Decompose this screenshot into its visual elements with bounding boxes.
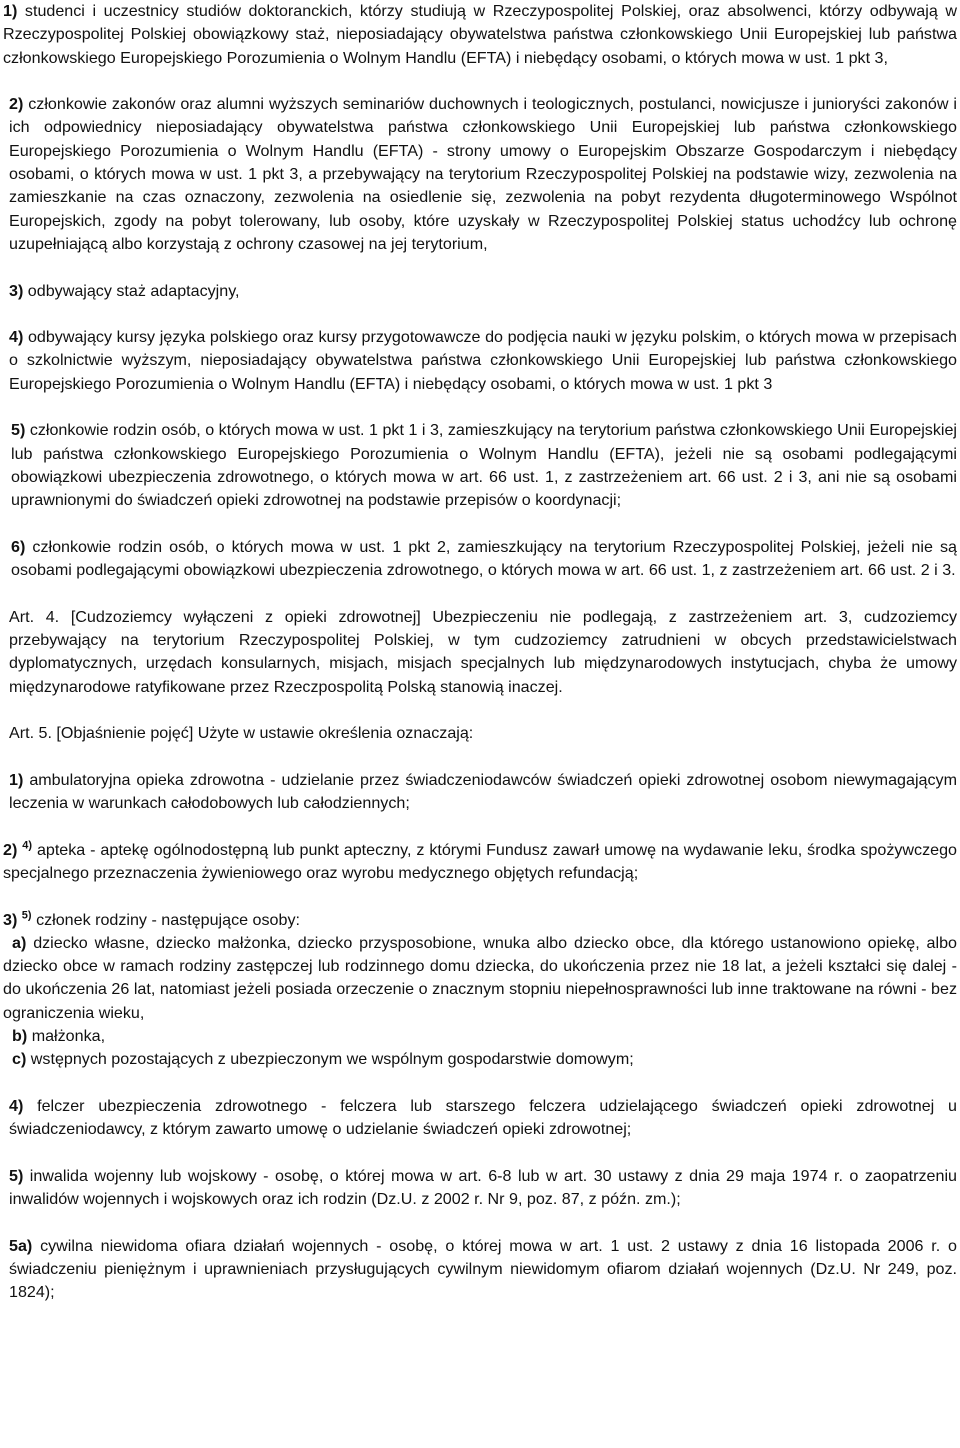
sub-item-text: małżonka, [31,1027,106,1046]
sub-item-letter: b) [12,1027,28,1046]
sub-item [3,934,957,1022]
item-text: studenci i uczestnicy studiów doktoranckich, którzy studiują w Rzeczypospolitej Polskiej, oraz absolwenci, którzy odbywają w Rzeczypospolitej Polskiej obowiązkowy staż, nieposiadający obywatelstwa państwa członkowskiego Unii Europejskiej lub państwa członkowskiego Europejskiego Porozumienia o Wolnym Handlu (EFTA) i niebędący osobami, o których mowa w ust. 1 pkt 3, [3,2,957,67]
item-number: 2) [9,95,24,114]
footnote-ref: 4) [22,839,33,852]
list-item [3,93,957,256]
definition-item [3,1235,957,1305]
list-item [3,419,957,512]
item-number: 1) [9,770,24,789]
item-text: członkowie zakonów oraz alumni wyższych seminariów duchownych i teologicznych, postulanci, nowicjusze i junioryści zakonów i ich odpowiednicy nieposiadający obywatelstwa państwa członkowskiego Unii Europejskiej lub państwa członkowskiego Europejskiego Porozumienia o Wolnym Handlu (EFTA) - strony umowy o Europejskim Obszarze Gospodarczym i niebędący osobami, o których mowa w ust. 1 pkt 3, a przebywający na terytorium Rzeczypospolitej Polskiej na podstawie wizy, zezwolenia na zamieszkanie na czas oznaczony, zezwolenia na osiedlenie się, zezwolenia na pobyt rezydenta długoterminowego Wspólnot Europejskich, zgody na pobyt tolerowany, lub osoby, które uzyskały w Rzeczypospolitej Polskiej status uchodźcy lub ochronę uzupełniającą albo korzystają z ochrony czasowej na jej terytorium, [9,95,957,253]
sub-item [3,1050,634,1068]
sub-item-text: dziecko własne, dziecko małżonka, dziecko przysposobione, wnuka albo dziecko obce, dla którego ustanowiono opiekę, albo dziecko obce w ramach rodziny zastępczej lub rodzinnego domu dziecka, do ukończenia przez nie 18 lat, a jeżeli kształci się dalej - do ukończenia 26 lat, natomiast jeżeli posiada orzeczenie o znacznym stopniu niepełnosprawności lub inne traktowane na równi - bez ograniczenia wieku, [3,933,957,1022]
item-text: apteka - aptekę ogólnodostępną lub punkt apteczny, z którymi Fundusz zawarł umowę na wydawanie leku, środka spożywczego specjalnego przeznaczenia żywieniowego oraz wyrobu medycznego objętych refundacją; [3,840,957,882]
item-text: odbywający staż adaptacyjny, [27,281,240,300]
definition-item [3,1165,957,1212]
list-item [3,0,957,70]
item-text: cywilna niewidoma ofiara działań wojennych - osobę, o której mowa w art. 1 ust. 2 ustawy z dnia 16 listopada 2006 r. o świadczeniu pieniężnym i uprawnieniach przysługujących cywilnym niewidomym ofiarom działań wojennych (Dz.U. Nr 249, poz. 1824); [9,1236,957,1302]
item-text: członek rodziny - następujące osoby: [36,910,300,929]
item-number: 6) [11,537,26,556]
item-text: członkowie rodzin osób, o których mowa w ust. 1 pkt 2, zamieszkujący na terytorium Rzeczypospolitej Polskiej, jeżeli nie są osobami podlegającymi obowiązkowi ubezpieczenia zdrowotnego, o których mowa w art. 66 ust. 1, z zastrzeżeniem art. 66 ust. 2 i 3. [11,537,957,580]
item-text: członkowie rodzin osób, o których mowa w ust. 1 pkt 1 i 3, zamieszkujący na terytorium państwa członkowskiego Unii Europejskiej lub państwa członkowskiego Europejskiego Porozumienia o Wolnym Handlu (EFTA), jeżeli nie są osobami podlegającymi obowiązkowi ubezpieczenia zdrowotnego, o których mowa w art. 66 ust. 1, z zastrzeżeniem art. 66 ust. 2 i 3, ani nie są osobami uprawnionymi do świadczeń opieki zdrowotnej na podstawie przepisów o koordynacji; [11,421,957,510]
article-4 [3,606,957,699]
item-number: 3) [3,910,18,929]
item-number: 5) [9,1166,24,1185]
item-number: 2) [3,840,18,859]
item-text: felczer ubezpieczenia zdrowotnego - felczera lub starszego felczera udzielającego świadczeń opieki zdrowotnej u świadczeniodawcy, z którym zawarto umowę o udzielanie świadczeń opieki zdrowotnej; [9,1096,957,1139]
definition-item [3,839,957,886]
definition-item [3,1095,957,1142]
sub-item-letter: a) [12,933,27,952]
definition-item [3,769,957,816]
article-5-heading [3,722,957,745]
item-number: 4) [9,1096,24,1115]
item-text: odbywający kursy języka polskiego oraz kursy przygotowawcze do podjęcia nauki w języku polskim, o których mowa w przepisach o szkolnictwie wyższym, nieposiadający obywatelstwa państwa członkowskiego Unii Europejskiej lub państwa członkowskiego Europejskiego Porozumienia o Wolnym Handlu (EFTA) i niebędący osobami, o których mowa w ust. 1 pkt 3 [9,328,957,393]
list-item [3,536,957,583]
item-number: 1) [3,2,18,20]
item-number: 4) [9,328,24,347]
item-number: 3) [9,281,24,300]
sub-item [3,1027,105,1045]
item-number: 5) [11,421,26,440]
sub-item-text: wstępnych pozostających z ubezpieczonym we wspólnym gospodarstwie domowym; [30,1050,634,1069]
definition-item [3,909,957,1072]
document-page [3,0,957,1448]
article-text: Art. 5. [Objaśnienie pojęć] Użyte w ustawie określenia oznaczają: [9,724,474,743]
item-text: ambulatoryjna opieka zdrowotna - udzielanie przez świadczeniodawców świadczeń opieki zdrowotnej osobom niewymagającym leczenia w warunkach całodobowych lub całodziennych; [9,770,957,813]
article-text: Art. 4. [Cudzoziemcy wyłączeni z opieki zdrowotnej] Ubezpieczeniu nie podlegają, z zastrzeżeniem art. 3, cudzoziemcy przebywający na terytorium Rzeczypospolitej Polskiej, w tym cudzoziemcy zatrudnieni w obcych przedstawicielstwach dyplomatycznych, urzędach konsularnych, misjach, misjach specjalnych lub międzynarodowych instytucjach, chyba że umowy międzynarodowe ratyfikowane przez Rzeczpospolitą Polską stanowią inaczej. [9,607,957,696]
footnote-ref: 5) [21,909,32,922]
item-text: inwalida wojenny lub wojskowy - osobę, o której mowa w art. 6-8 lub w art. 30 ustawy z dnia 29 maja 1974 r. o zaopatrzeniu inwalidów wojennych i wojskowych oraz ich rodzin (Dz.U. z 2002 r. Nr 9, poz. 87, z późn. zm.); [9,1166,957,1209]
list-item [3,326,957,396]
sub-item-letter: c) [12,1050,27,1069]
list-item [3,280,957,303]
item-number: 5a) [9,1236,33,1255]
